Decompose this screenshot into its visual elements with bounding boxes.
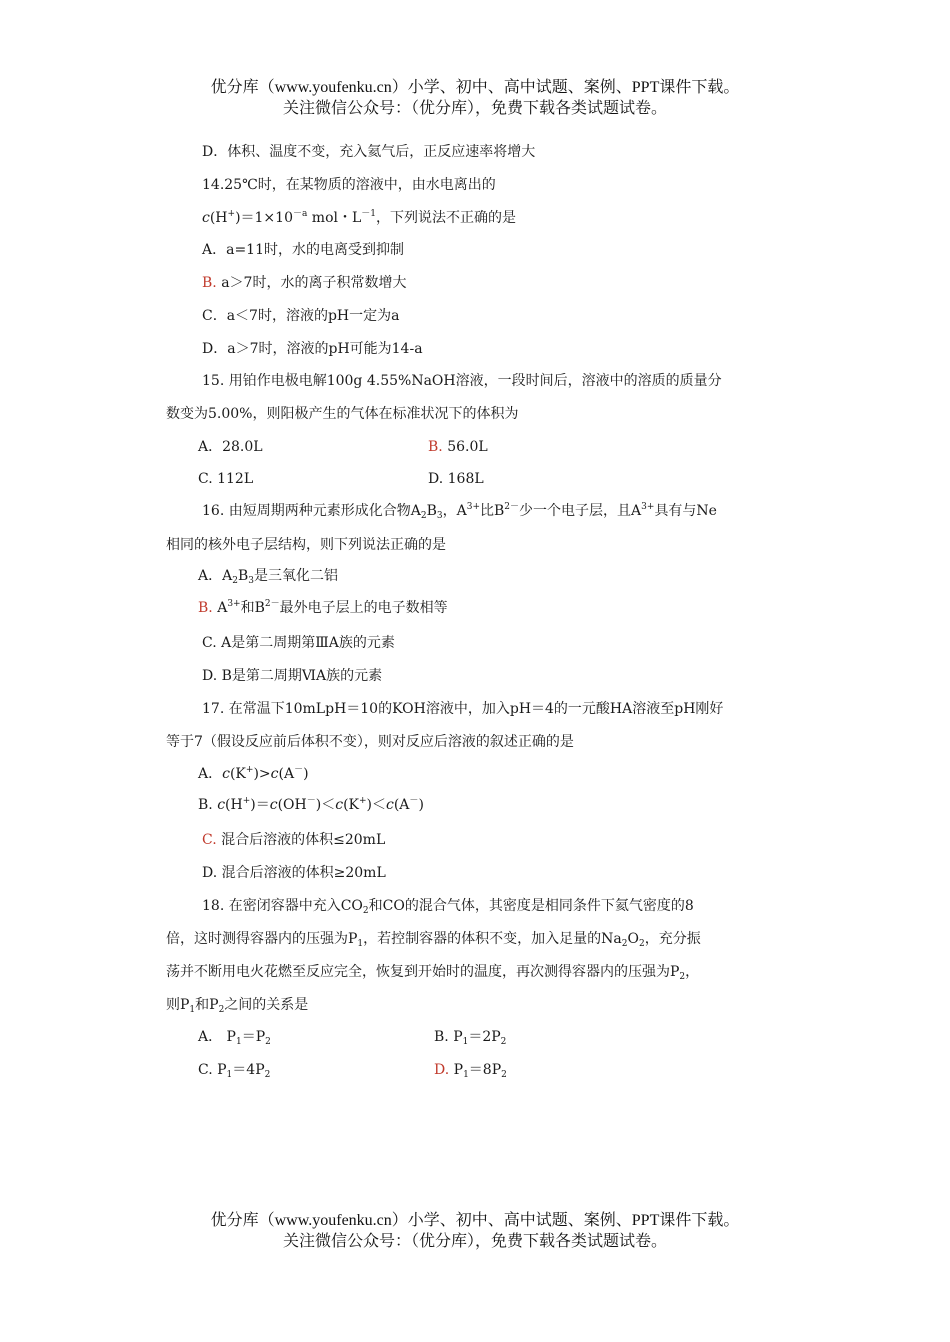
q15-option-a: A．28.0L	[198, 439, 263, 455]
frag: (A	[278, 766, 295, 782]
q14-option-c: C．a＜7时，溶液的pH一定为a	[202, 308, 400, 324]
frag: ＝P	[241, 1029, 266, 1045]
q18-option-b	[434, 1027, 506, 1047]
q15-option-b	[428, 437, 488, 457]
sup: +	[242, 796, 251, 806]
sub: 3	[436, 511, 443, 521]
q17-stem-line-2: 等于7（假设反应前后体积不变），则对反应后溶液的叙述正确的是	[166, 734, 574, 750]
frag: )＜	[315, 797, 336, 813]
sup: －	[306, 796, 316, 806]
frag: 之间的关系是	[224, 997, 309, 1013]
footer-line-2: 关注微信公众号：（优分库），免费下载各类试题试卷。	[282, 1233, 667, 1250]
frag: O	[627, 931, 639, 947]
frag: ，	[685, 964, 700, 980]
page-header	[0, 77, 950, 119]
sub: 2	[621, 939, 628, 949]
frag: 和CO的混合气体，其密度是相同条件下氦气密度的8	[368, 898, 694, 914]
q14-option-a: A．a=11时，水的电离受到抑制	[202, 242, 405, 258]
q16-option-d: D. B是第二周期ⅥA族的元素	[202, 668, 383, 684]
sup: +	[358, 796, 367, 806]
sub: 2	[679, 972, 686, 982]
sub: 1	[463, 1070, 469, 1080]
q15-stem-line-2: 数变为5.00%，则阳极产生的气体在标准状况下的体积为	[166, 406, 519, 422]
q15-option-c: C. 112L	[198, 471, 254, 487]
q14-stem-line-2	[202, 208, 516, 228]
frag: (K	[343, 797, 359, 813]
q15-stem-line-1: 15. 用铂作电极电解100g 4.55%NaOH溶液，一段时间后，溶液中的溶质的质量分	[202, 373, 722, 389]
q17-option-d: D. 混合后溶液的体积≥20mL	[202, 865, 386, 881]
option-text: 56.0L	[442, 439, 488, 455]
q17-option-c	[202, 830, 385, 850]
frag: )＜	[366, 797, 386, 813]
q14-sup: －1	[361, 209, 377, 219]
sup: －	[294, 765, 304, 775]
frag: A．	[198, 766, 223, 782]
c-symbol: c	[270, 766, 279, 782]
frag: B	[237, 568, 249, 584]
q15-option-d: D. 168L	[428, 471, 484, 487]
sub: 2	[420, 511, 427, 521]
sub: 1	[357, 939, 364, 949]
frag: 16. 由短周期两种元素形成化合物A	[202, 503, 421, 519]
c-symbol: c	[217, 797, 226, 813]
header-line-2: 关注微信公众号：（优分库），免费下载各类试题试卷。	[282, 100, 667, 117]
sub: 2	[265, 1037, 271, 1047]
frag: 则P	[166, 997, 190, 1013]
answer-mark: D.	[434, 1062, 450, 1078]
answer-mark: B.	[202, 275, 217, 291]
q18-option-c	[198, 1060, 270, 1080]
frag: )>	[253, 766, 271, 782]
frag: ，A	[442, 503, 467, 519]
option-text: a＞7时，水的离子积常数增大	[216, 275, 407, 291]
q17-option-b	[198, 795, 424, 815]
frag: 荡并不断用电火花燃至反应完全，恢复到开始时的温度，再次测得容器内的压强为P	[166, 964, 680, 980]
sub: 1	[189, 1005, 196, 1015]
q18-option-a	[198, 1027, 271, 1047]
frag: 少一个电子层，且A	[519, 503, 642, 519]
sub: 2	[500, 1037, 507, 1047]
q14-frag: ，下列说法不正确的是	[376, 210, 517, 226]
q18-stem-line-1	[202, 896, 694, 916]
frag: (A	[393, 797, 410, 813]
frag: C. P	[198, 1062, 227, 1078]
frag: A．A	[198, 568, 233, 584]
q16-stem-line-1	[202, 501, 717, 521]
c-symbol: c	[269, 797, 278, 813]
q18-stem-line-2	[166, 929, 701, 949]
q18-stem-line-3	[166, 962, 699, 982]
frag: P	[449, 1062, 464, 1078]
sub: 2	[501, 1070, 507, 1080]
page-footer	[0, 1210, 950, 1252]
sup: 2－	[264, 599, 280, 609]
frag: 倍，这时测得容器内的压强为P	[166, 931, 358, 947]
frag: (H	[225, 797, 243, 813]
sub: 1	[226, 1070, 233, 1080]
c-symbol: c	[386, 797, 394, 813]
sub: 2	[218, 1005, 225, 1015]
frag: 具有与Ne	[654, 503, 717, 519]
sup: 3+	[641, 502, 655, 512]
answer-mark: C.	[202, 832, 217, 848]
answer-mark: B.	[428, 439, 443, 455]
q16-option-c: C. A是第二周期第ⅢA族的元素	[202, 635, 395, 651]
q13-option-d: D．体积、温度不变，充入氦气后，正反应速率将增大	[202, 144, 536, 160]
frag: 比B	[480, 503, 505, 519]
frag: 和P	[195, 997, 219, 1013]
answer-mark: B.	[198, 600, 213, 616]
q18-option-d	[434, 1060, 507, 1080]
q14-frag: (H	[209, 210, 228, 226]
frag: A	[212, 600, 228, 616]
footer-line-1: 优分库（www.youfenku.cn）小学、初中、高中试题、案例、PPT课件下载。	[210, 1212, 740, 1229]
frag: )	[303, 766, 309, 782]
frag: ＝8P	[468, 1062, 502, 1078]
frag: 最外电子层上的电子数相等	[279, 600, 448, 616]
c-symbol: c	[335, 797, 344, 813]
q14-c-symbol: c	[202, 210, 210, 226]
q14-option-b	[202, 273, 406, 293]
sub: 1	[235, 1037, 242, 1047]
frag: )＝	[250, 797, 270, 813]
sub: 2	[232, 576, 238, 586]
q18-stem-line-4	[166, 995, 308, 1015]
sup: 3+	[227, 599, 241, 609]
sub: 2	[362, 906, 369, 916]
header-line-1: 优分库（www.youfenku.cn）小学、初中、高中试题、案例、PPT课件下载。	[210, 79, 740, 96]
sub: 2	[264, 1070, 271, 1080]
c-symbol: c	[222, 766, 230, 782]
q16-option-a	[198, 566, 338, 586]
sub: 3	[248, 576, 254, 586]
sup: －	[409, 796, 419, 806]
frag: B	[426, 503, 437, 519]
q17-stem-line-1: 17. 在常温下10mLpH＝10的KOH溶液中，加入pH＝4的一元酸HA溶液至pH刚好	[202, 701, 724, 717]
q14-sup: +	[227, 209, 236, 219]
frag: B.	[198, 797, 218, 813]
q14-option-d: D．a＞7时，溶液的pH可能为14-a	[202, 341, 423, 357]
option-text: 混合后溶液的体积≤20mL	[216, 832, 386, 848]
q14-stem-line-1: 14.25℃时，在某物质的溶液中，由水电离出的	[202, 177, 496, 193]
frag: 和B	[240, 600, 265, 616]
frag: (OH	[277, 797, 307, 813]
frag: 是三氧化二铝	[254, 568, 338, 584]
q16-stem-line-2: 相同的核外电子层结构，则下列说法正确的是	[166, 537, 446, 553]
q14-sup: －a	[292, 209, 308, 219]
q16-option-b	[198, 598, 448, 618]
sup: +	[245, 765, 254, 775]
frag: A． P	[198, 1029, 236, 1045]
q14-frag: )＝1×10	[235, 210, 293, 226]
frag: (K	[229, 766, 246, 782]
frag: ，若控制容器的体积不变，加入足量的Na	[363, 931, 622, 947]
q17-option-a	[198, 764, 309, 784]
frag: )	[418, 797, 424, 813]
sup: 3+	[466, 502, 480, 512]
frag: ＝4P	[232, 1062, 265, 1078]
frag: 18. 在密闭容器中充入CO	[202, 898, 363, 914]
sub: 2	[638, 939, 645, 949]
sub: 1	[462, 1037, 469, 1047]
frag: B. P	[434, 1029, 463, 1045]
frag: ，充分振	[644, 931, 701, 947]
sup: 2－	[504, 502, 520, 512]
frag: ＝2P	[468, 1029, 501, 1045]
q14-frag: mol・L	[307, 210, 362, 226]
